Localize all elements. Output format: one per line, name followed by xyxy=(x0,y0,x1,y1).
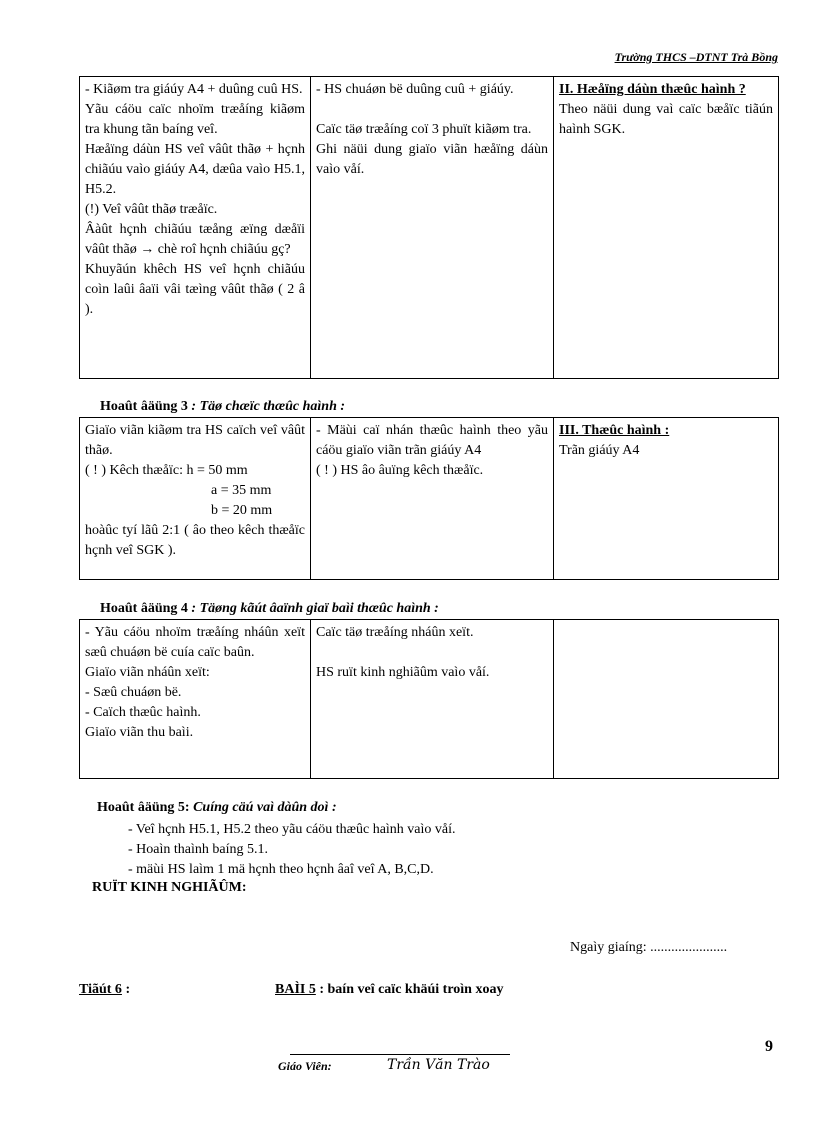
teacher-column xyxy=(80,418,311,580)
text-line: Ghi näüi dung giaïo viãn hæåïng dáùn vaìo våí. xyxy=(316,142,548,177)
text-line: a = 35 mm xyxy=(211,483,272,498)
signature-line xyxy=(290,1054,510,1055)
text-line: ( ! ) HS âo âuïng kêch thæåïc. xyxy=(316,463,484,478)
text-line: Giaïo viãn thu baìi. xyxy=(85,725,194,740)
school-header: Trường THCS –DTNT Trà Bồng xyxy=(614,50,778,64)
text-line: Yãu cáöu caïc nhoïm træåíng kiãøm tra khung tãn baíng veî. xyxy=(85,102,305,137)
student-column xyxy=(311,77,554,379)
teacher-label: Giáo Viên: xyxy=(278,1059,332,1073)
activity-label: Hoaût âäüng 3 xyxy=(100,399,188,414)
teaching-date: Ngaìy giaíng: ...................... xyxy=(570,940,728,955)
section-heading: III. Thæûc haình : xyxy=(559,423,670,438)
activity-title: : Täøng kãút âaïnh giaï baìi thæûc haình : xyxy=(191,601,439,616)
activity-title: : Täø chæïc thæûc haình : xyxy=(191,399,346,414)
period-label: Tiãút 6 xyxy=(79,982,122,997)
list-item: - mäùi HS laìm 1 mä hçnh theo hçnh âaî veî A, B,C,D. xyxy=(128,862,434,877)
text-line: - Caïch thæûc haình. xyxy=(85,705,201,720)
activity-5-heading xyxy=(97,800,337,816)
content-column xyxy=(554,77,779,379)
lesson-number: BAÌI 5 xyxy=(275,982,316,997)
teacher-signature: Trần Văn Trào xyxy=(387,1057,490,1073)
student-column xyxy=(311,620,554,779)
section-heading: II. Hæåïng dáùn thæûc haình ? xyxy=(559,82,746,97)
text-line: - HS chuáøn bë duûng cuû + giáúy. xyxy=(316,82,514,97)
text-line: Âàût hçnh chiãúu tæång æïng dæåïi vâût thãø → chè roî hçnh chiãúu gç? xyxy=(85,222,305,257)
text-line: Giaïo viãn nháûn xeït: xyxy=(85,665,210,680)
activity-label: Hoaût âäüng 4 xyxy=(100,601,188,616)
text-line: Khuyãún khêch HS veî hçnh chiãúu coìn laûi âaïi vâi tæìng vâût thãø ( 2 â ). xyxy=(85,262,305,317)
lesson-table-3 xyxy=(79,619,779,779)
text-line: - Yãu cáöu nhoïm træåíng nháûn xeït sæû chuáøn bë cuía caïc baûn. xyxy=(85,625,305,660)
lesson-name: : baín veî caïc khäúi troìn xoay xyxy=(315,982,504,997)
activity-3-heading xyxy=(100,399,345,415)
activity-4-heading xyxy=(100,601,439,617)
list-item: - Hoaìn thaình baíng 5.1. xyxy=(128,842,268,857)
page-number: 9 xyxy=(765,1038,773,1055)
content-column xyxy=(554,418,779,580)
review-heading: RUÏT KINH NGHIÃÛM: xyxy=(92,880,247,895)
text-line: HS ruït kinh nghiãûm vaìo våí. xyxy=(316,665,490,680)
activity-title: Cuíng cäú vaì dàûn doì : xyxy=(193,800,337,815)
text-line: (!) Veî vâût thãø træåïc. xyxy=(85,202,218,217)
teacher-column xyxy=(80,620,311,779)
text-line: Hæåïng dáùn HS veî vâût thãø + hçnh chiãúu vaìo giáúy A4, dæûa vaìo H5.1, H5.2. xyxy=(85,142,305,197)
text-line: hoàûc tyí lãû 2:1 ( âo theo kêch thæåïc hçnh veî SGK ). xyxy=(85,523,305,558)
text-line: - Mäùi caï nhán thæûc haình theo yãu cáöu giaïo viãn trãn giáúy A4 xyxy=(316,423,548,458)
text-line: b = 20 mm xyxy=(211,503,273,518)
text-line: Giaïo viãn kiãøm tra HS caïch veî vâût thãø. xyxy=(85,423,305,458)
lesson-table-2 xyxy=(79,417,779,580)
activity-label: Hoaût âäüng 5: xyxy=(97,800,190,815)
list-item: - Veî hçnh H5.1, H5.2 theo yãu cáöu thæûc haình vaìo våí. xyxy=(128,822,456,837)
text-line: Theo näüi dung vaì caïc bæåïc tiãún haình SGK. xyxy=(559,102,773,137)
teacher-column xyxy=(80,77,311,379)
lesson-table-1 xyxy=(79,76,779,379)
content-column xyxy=(554,620,779,779)
text-line xyxy=(316,100,548,120)
lesson-period xyxy=(79,982,130,998)
text-line: Trãn giáúy A4 xyxy=(559,443,640,458)
lesson-title xyxy=(275,982,503,998)
text-line xyxy=(316,643,548,663)
student-column xyxy=(311,418,554,580)
text-line: - Kiãøm tra giáúy A4 + duûng cuû HS. xyxy=(85,82,303,97)
text-line: - Sæû chuáøn bë. xyxy=(85,685,182,700)
text-line: Caïc täø træåíng coï 3 phuït kiãøm tra. xyxy=(316,122,532,137)
text-line: ( ! ) Kêch thæåïc: h = 50 mm xyxy=(85,463,248,478)
period-suffix: : xyxy=(121,982,131,997)
homework-list xyxy=(128,820,456,880)
text-line: Caïc täø træåíng nháûn xeït. xyxy=(316,625,474,640)
